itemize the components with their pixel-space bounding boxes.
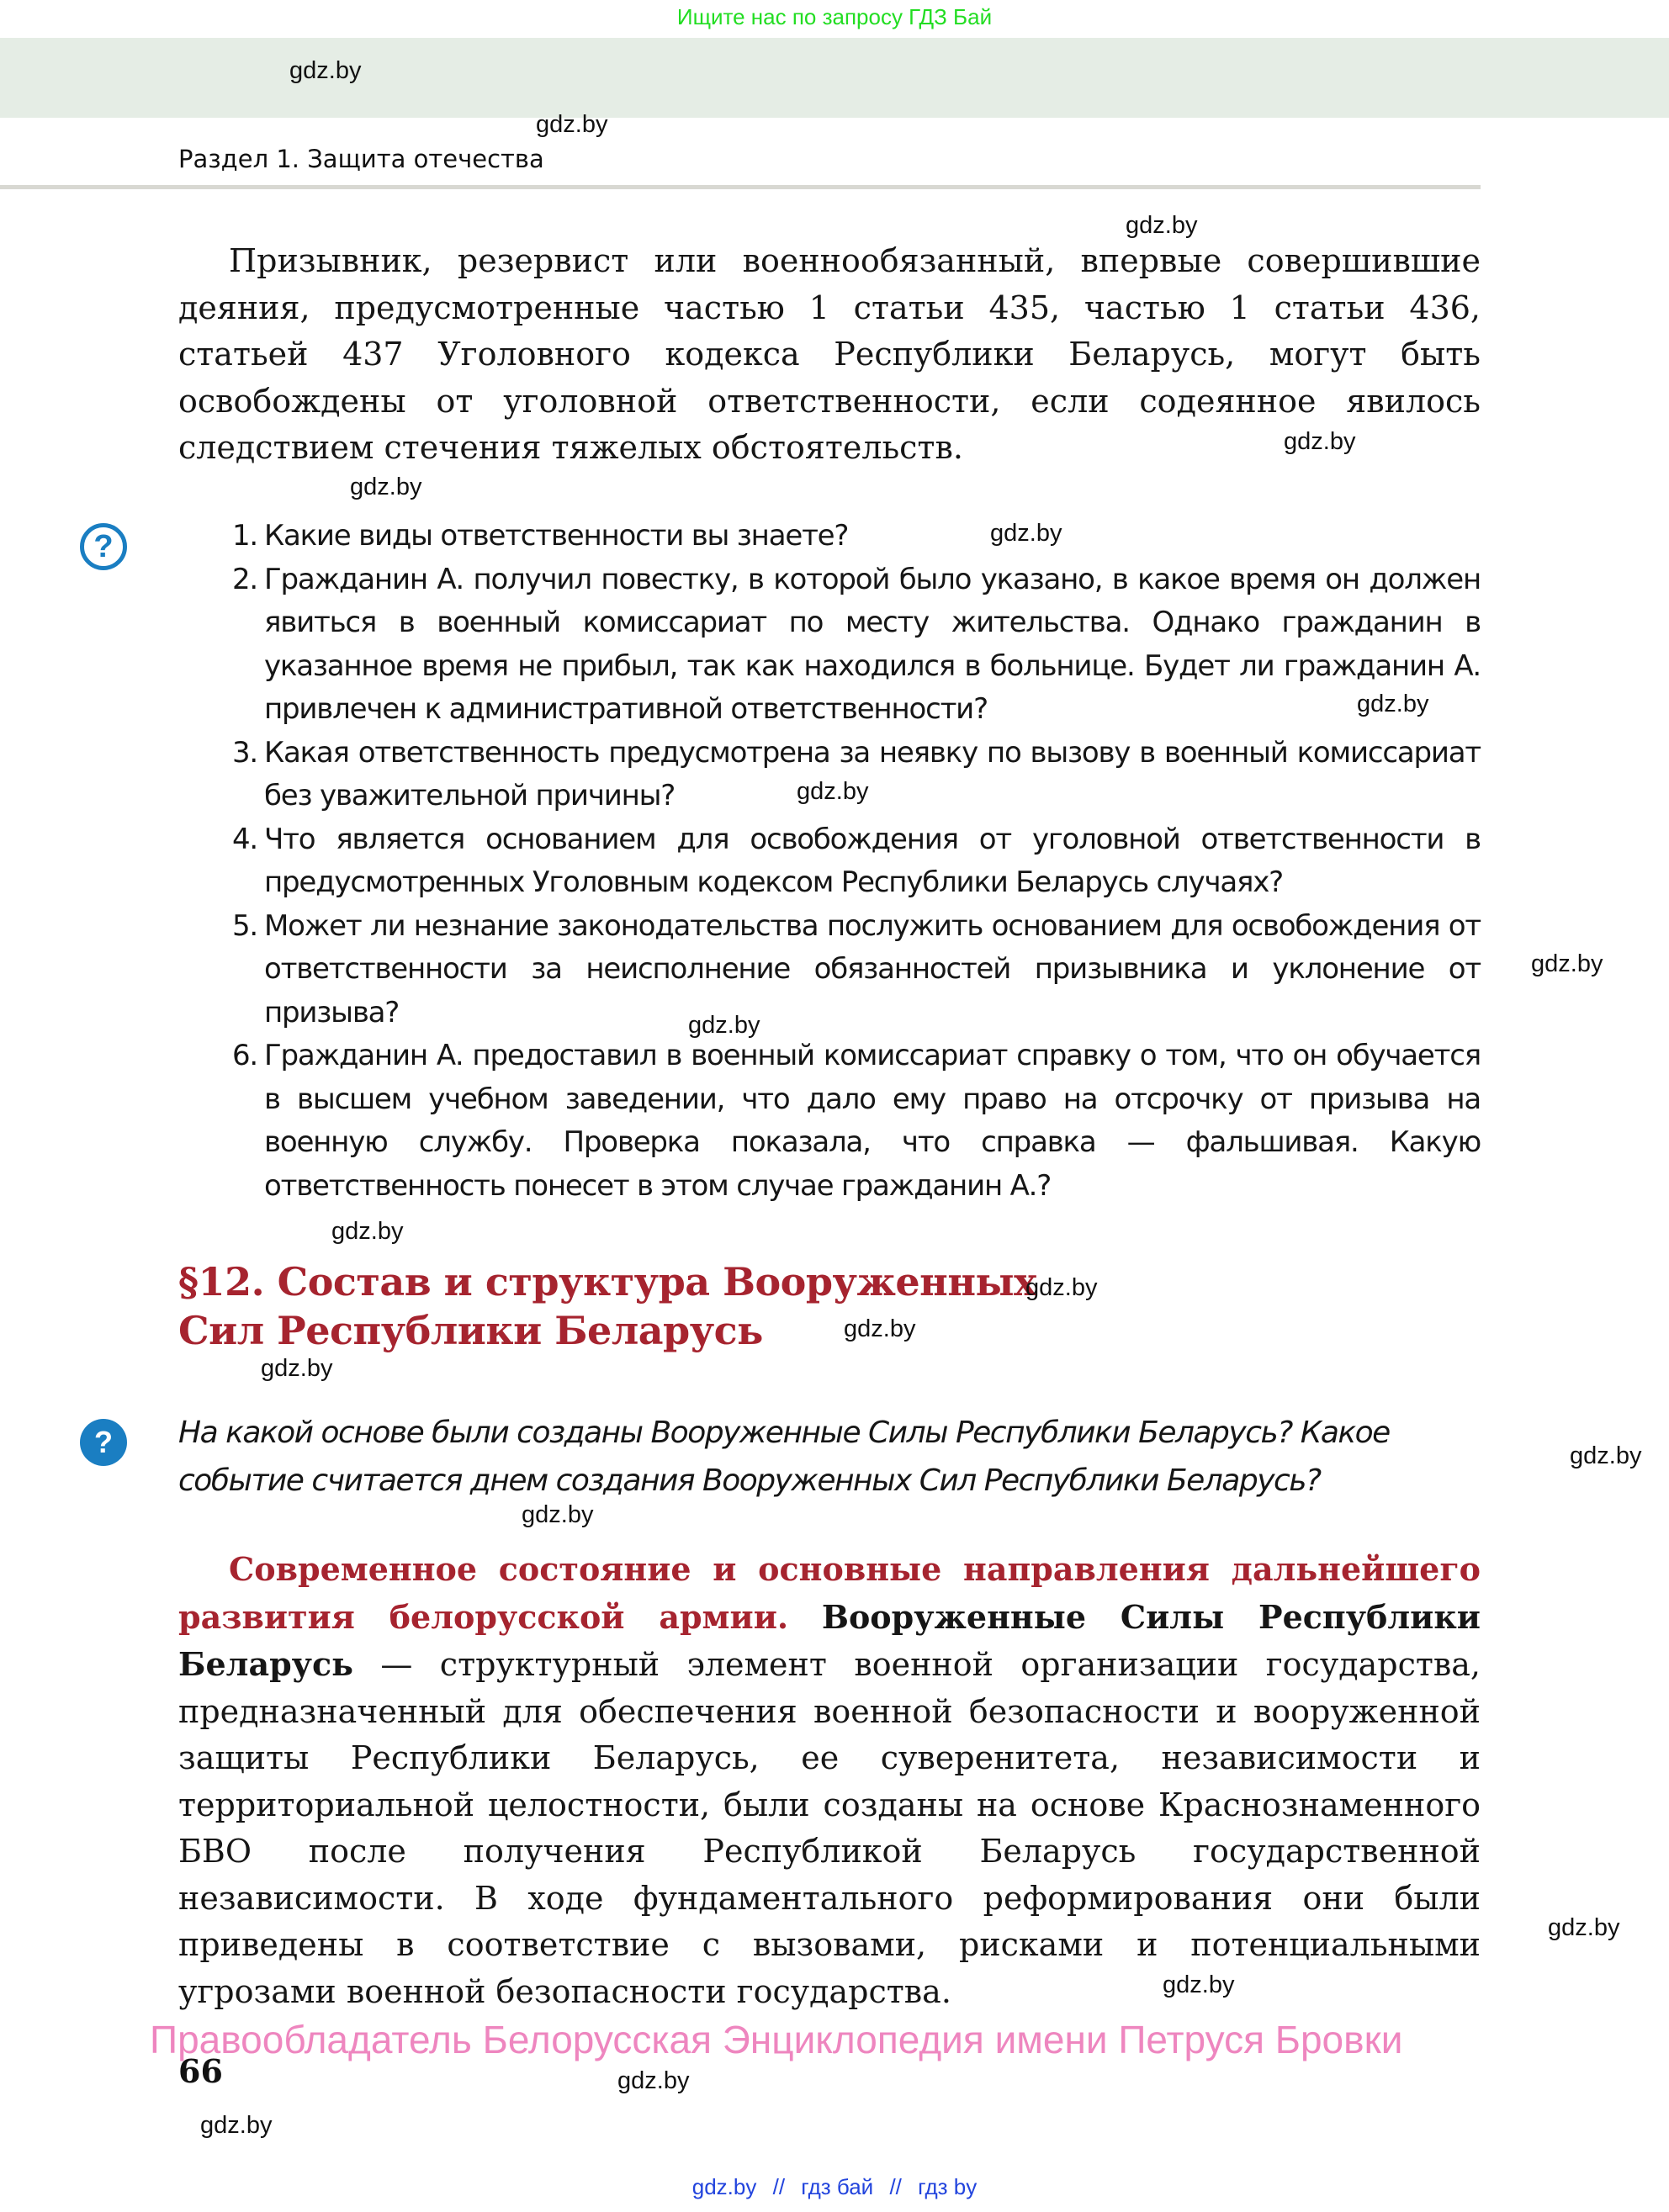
question-number: 2.	[232, 562, 258, 596]
section-heading-line-1: §12. Состав и структура Вооруженных	[178, 1259, 1037, 1304]
question-item-2	[232, 558, 1481, 732]
question-text: Может ли незнание законодательства послужить основанием для освобождения от ответственности за неисполнение обязанностей призывника и уклонение от призыва?	[264, 908, 1481, 1029]
watermark: gdz.by	[522, 1501, 594, 1528]
footer-links	[0, 2174, 1669, 2200]
question-number: 6.	[232, 1039, 258, 1072]
watermark: gdz.by	[289, 57, 362, 84]
header-divider	[0, 185, 1481, 189]
question-text: Какие виды ответственности вы знаете?	[264, 519, 849, 553]
top-search-notice: Ищите нас по запросу ГДЗ Бай	[676, 4, 993, 29]
question-item-6	[232, 1035, 1481, 1208]
watermark: gdz.by	[1126, 212, 1198, 239]
paragraph-liability-exemption: Призывник, резервист или военнообязанный, впервые совершившие деяния, предусмотренные частью 1 статьи 435, частью 1 статьи 436, статьей 437 Уголовного кодекса Республики Беларусь, могут быть освобождены от уголовной ответственности, если содеянное явилось следствием стечения тяжелых обстоятельств.	[178, 242, 1481, 466]
question-text: Гражданин А. получил повестку, в которой было указано, в какое время он должен явиться в военный комиссариат по месту жительства. Однако гражданин в указанное время не прибыл, так как находился в больнице. Будет ли гражданин А. привлечен к административной ответственности?	[264, 562, 1481, 726]
question-item-4	[232, 818, 1481, 905]
watermark: gdz.by	[200, 2112, 273, 2139]
footer-link-gdz-by[interactable]: gdz.by	[691, 2174, 757, 2199]
watermark: gdz.by	[1025, 1274, 1098, 1301]
section-label: Раздел 1. Защита отечества	[178, 145, 544, 173]
watermark: gdz.by	[844, 1315, 916, 1342]
watermark: gdz.by	[350, 474, 422, 500]
footer-separator: //	[772, 2174, 786, 2199]
question-circle-outline-icon: ?	[80, 523, 127, 570]
watermark: gdz.by	[1531, 950, 1603, 977]
watermark: gdz.by	[797, 778, 869, 805]
question-number: 4.	[232, 822, 258, 856]
question-text: Гражданин А. предоставил в военный комиссариат справку о том, что он обучается в высшем учебном заведении, что дало ему право на отсрочку от призыва на военную службу. Проверка показала, что справка — фальшивая. Какую ответственность понесет в этом случае гражданин А.?	[264, 1039, 1481, 1203]
question-item-3	[232, 732, 1481, 818]
watermark: gdz.by	[990, 520, 1062, 547]
question-item-5	[232, 905, 1481, 1035]
term-armed-forces: Вооруженные Силы Республики Беларусь	[178, 1597, 1481, 1683]
watermark: gdz.by	[1548, 1914, 1620, 1941]
review-questions-list	[232, 515, 1481, 1208]
watermark: gdz.by	[1284, 428, 1356, 455]
watermark: gdz.by	[331, 1218, 404, 1245]
question-number: 1.	[232, 519, 258, 553]
paragraph-armed-forces	[178, 1546, 1481, 2015]
watermark: gdz.by	[688, 1012, 760, 1039]
watermark: gdz.by	[617, 2067, 690, 2094]
footer-separator: //	[889, 2174, 902, 2199]
watermark: gdz.by	[261, 1355, 333, 1382]
watermark: gdz.by	[1570, 1442, 1642, 1469]
intro-question: На какой основе были созданы Вооруженные Силы Республики Беларусь? Какое событие считается днем создания Вооруженных Сил Республики Беларусь?	[178, 1416, 1390, 1498]
page-number: 66	[178, 2052, 223, 2090]
watermark: gdz.by	[536, 111, 608, 138]
footer-link-gdz-by-cyr[interactable]: гдз by	[918, 2174, 978, 2199]
paragraph-body: — структурный элемент военной организации государства, предназначенный для обеспечения военной безопасности и вооруженной защиты Республики Беларусь, ее суверенитета, независимости и территориальной целостности, были созданы на основе Краснознаменного БВО после получения Республикой Беларусь государственной независимости. В ходе фундаментального реформирования они были приведены в соответствие с вызовами, рисками и потенциальными угрозами военной безопасности государства.	[178, 1646, 1481, 2010]
footer-link-gdz-bai[interactable]: гдз бай	[801, 2174, 874, 2199]
question-number: 3.	[232, 735, 258, 770]
section-heading-line-2: Сил Республики Беларусь	[178, 1308, 763, 1353]
question-circle-filled-icon: ?	[80, 1419, 127, 1466]
question-item-1	[232, 515, 1481, 558]
copyright-notice: Правообладатель Белорусская Энциклопедия имени Петруся Бровки	[150, 2018, 1403, 2061]
question-text: Какая ответственность предусмотрена за неявку по вызову в военный комиссариат без уважительной причины?	[264, 735, 1481, 812]
watermark: gdz.by	[1163, 1971, 1235, 1998]
question-text: Что является основанием для освобождения от уголовной ответственности в предусмотренных Уголовным кодексом Республики Беларусь случаях?	[264, 822, 1481, 899]
header-banner	[0, 38, 1669, 118]
subsection-lead-title: Современное состояние и основные направления дальнейшего развития белорусской армии.	[178, 1550, 1481, 1636]
watermark: gdz.by	[1357, 691, 1429, 717]
section-heading	[178, 1257, 1272, 1355]
question-number: 5.	[232, 908, 258, 943]
